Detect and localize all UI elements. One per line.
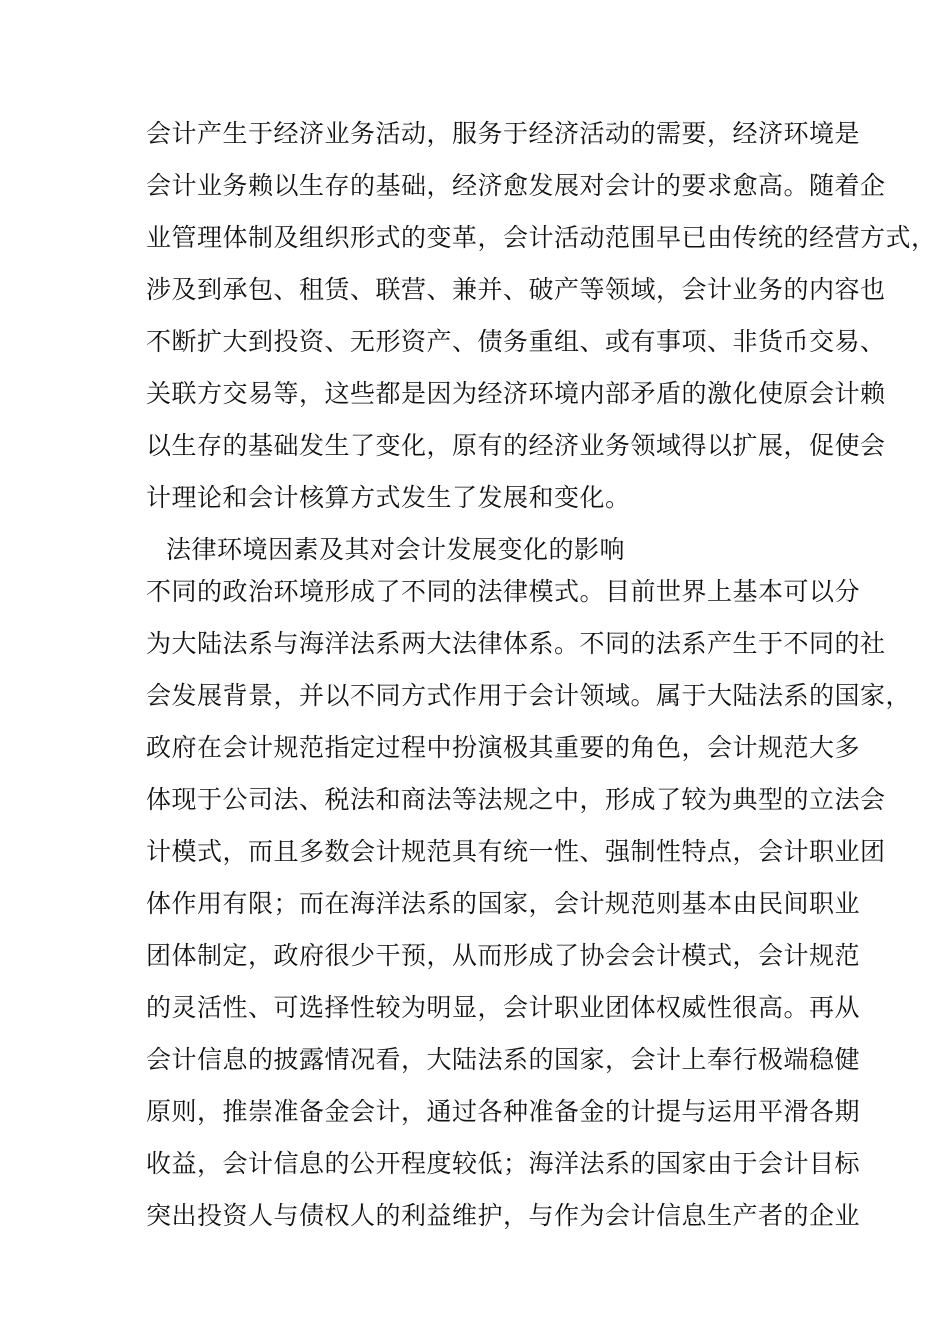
paragraph-line: 以生存的基础发生了变化，原有的经济业务领域得以扩展，促使会	[146, 431, 886, 460]
paragraph-line: 收益，会计信息的公开程度较低；海洋法系的国家由于会计目标	[146, 1149, 861, 1178]
paragraph-line: 涉及到承包、租赁、联营、兼并、破产等领域，会计业务的内容也	[146, 275, 886, 304]
paragraph-line: 不同的政治环境形成了不同的法律模式。目前世界上基本可以分	[146, 577, 861, 606]
paragraph-line: 不断扩大到投资、无形资产、债务重组、或有事项、非货币交易、	[146, 327, 886, 356]
paragraph-line: 会计信息的披露情况看，大陆法系的国家，会计上奉行极端稳健	[146, 1045, 861, 1074]
section-heading: 法律环境因素及其对会计发展变化的影响	[166, 535, 626, 564]
paragraph-line: 政府在会计规范指定过程中扮演极其重要的角色，会计规范大多	[146, 733, 861, 762]
paragraph-line: 为大陆法系与海洋法系两大法律体系。不同的法系产生于不同的社	[146, 629, 886, 658]
paragraph-line: 突出投资人与债权人的利益维护，与作为会计信息生产者的企业	[146, 1201, 861, 1230]
paragraph-line: 团体制定，政府很少干预，从而形成了协会会计模式，会计规范	[146, 941, 861, 970]
paragraph-line: 会发展背景，并以不同方式作用于会计领域。属于大陆法系的国家，	[146, 681, 912, 710]
paragraph-line: 体现于公司法、税法和商法等法规之中，形成了较为典型的立法会	[146, 785, 886, 814]
paragraph-line: 体作用有限；而在海洋法系的国家，会计规范则基本由民间职业	[146, 889, 861, 918]
paragraph-line: 原则，推崇准备金会计，通过各种准备金的计提与运用平滑各期	[146, 1097, 861, 1126]
paragraph-line: 关联方交易等，这些都是因为经济环境内部矛盾的激化使原会计赖	[146, 379, 886, 408]
paragraph-line: 业管理体制及组织形式的变革，会计活动范围早已由传统的经营方式，	[146, 223, 937, 252]
paragraph-line: 计模式，而且多数会计规范具有统一性、强制性特点，会计职业团	[146, 837, 886, 866]
paragraph-line: 会计业务赖以生存的基础，经济愈发展对会计的要求愈高。随着企	[146, 171, 886, 200]
paragraph-line: 的灵活性、可选择性较为明显，会计职业团体权威性很高。再从	[146, 993, 861, 1022]
paragraph-line: 会计产生于经济业务活动，服务于经济活动的需要，经济环境是	[146, 119, 861, 148]
paragraph-line: 计理论和会计核算方式发生了发展和变化。	[146, 483, 631, 512]
